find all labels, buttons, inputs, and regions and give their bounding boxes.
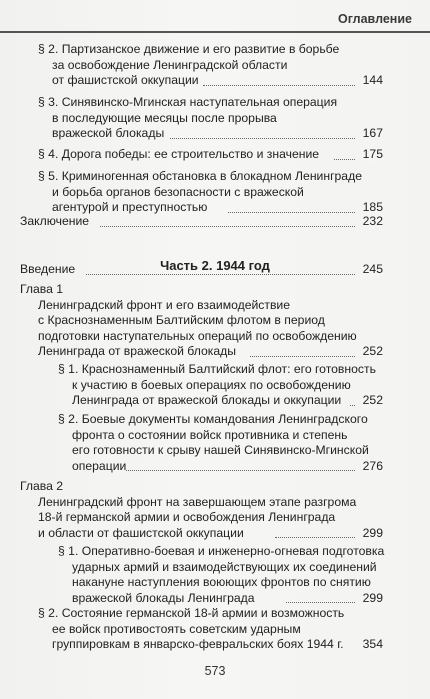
entry-line: Ленинграда от вражеской блокады (38, 344, 237, 358)
entry-line: с Краснознаменным Балтийским флотом в период (38, 313, 325, 327)
running-header: Оглавление (338, 12, 412, 26)
entry-line: вражеской блокады Ленинграда (72, 590, 255, 605)
toc-entry-section (58, 412, 383, 474)
page-number: 573 (204, 664, 226, 678)
entry-line: § 2. Партизанское движение и его развитие в борьбе (38, 42, 340, 56)
entry-line: от фашистской оккупации (52, 73, 199, 87)
entry-line: и области от фашистской оккупации (38, 525, 244, 540)
dot-leader (100, 226, 355, 227)
page-ref: 252 (362, 393, 383, 407)
entry-line: § 1. Оперативно-боевая и инженерно-огневая подготовка (58, 544, 385, 558)
page-ref: 175 (362, 147, 383, 161)
toc-entry-section (38, 147, 383, 163)
entry-line: его готовности к срыву нашей Синявинско-Мгинской (72, 443, 369, 457)
toc-entry-section (38, 169, 383, 216)
page-ref: 144 (362, 73, 383, 87)
entry-line: операции (72, 458, 127, 473)
toc-entry-conclusion (20, 214, 383, 230)
toc-entry-section (38, 95, 383, 142)
entry-line: вражеской блокады (52, 126, 165, 140)
chapter-label: Глава 1 (20, 282, 64, 296)
entry-line: § 5. Криминогенная обстановка в блокадном Ленинграде (38, 169, 362, 183)
entry-line: за освобождение Ленинградской области (52, 57, 288, 72)
entry-line: Ленинграда от вражеской блокады и оккупации (72, 393, 342, 407)
page-ref: 299 (362, 590, 383, 605)
entry-line: и борьба органов безопасности с вражеской (52, 184, 304, 199)
toc-entry-section (58, 362, 383, 409)
entry-line: ударных армий и взаимодействующих их соединений (72, 559, 377, 574)
part-title: Часть 2. 1944 год (160, 258, 270, 273)
dot-leader (126, 470, 355, 471)
entry-line: в последующие месяцы после прорыва (52, 110, 277, 125)
toc-entry-chapter (20, 479, 383, 541)
toc-entry-introduction (20, 262, 383, 278)
entry-line: агентурой и преступностью (52, 200, 208, 214)
entry-line: § 2. Боевые документы командования Ленинградского (58, 412, 368, 426)
entry-line: к участию в боевых операциях по освобождению (72, 377, 351, 392)
page-ref: 276 (362, 458, 383, 473)
page-ref: 354 (362, 637, 383, 651)
page-ref: 185 (362, 200, 383, 214)
page-ref: 232 (362, 214, 383, 228)
page-ref: 252 (362, 344, 383, 358)
toc-entry-section (38, 606, 383, 653)
entry-line: накануне наступления воюющих фронтов по снятию (72, 575, 371, 589)
toc-entry-section (58, 544, 383, 606)
entry-line: § 4. Дорога победы: ее строительство и значение (38, 147, 320, 161)
entry-line: 18-й германской армии и освобождения Ленинграда (38, 510, 336, 524)
dot-leader (334, 159, 355, 160)
entry-line: § 2. Состояние германской 18-й армии и возможность (38, 606, 345, 620)
page-ref: 245 (362, 262, 383, 276)
dot-leader (250, 356, 355, 357)
dot-leader (170, 138, 355, 139)
entry-line: Ленинградский фронт и его взаимодействие (38, 297, 291, 312)
toc-entry-section (38, 42, 383, 89)
introduction-label: Введение (20, 262, 76, 276)
entry-line: § 3. Синявинско-Мгинская наступательная операция (38, 95, 338, 109)
entry-line: § 1. Краснознаменный Балтийский флот: его готовность (58, 362, 376, 376)
entry-line: подготовки наступательных операций по освобождению (38, 328, 357, 343)
dot-leader (275, 537, 355, 538)
dot-leader (228, 212, 355, 213)
chapter-label: Глава 2 (20, 479, 64, 493)
entry-line: ее войск противостоять советским ударным (52, 621, 301, 636)
conclusion-label: Заключение (20, 214, 90, 228)
dot-leader (286, 602, 355, 603)
entry-line: группировкам в январско-февральских боях 1944 г. (52, 637, 344, 651)
dot-leader (203, 85, 355, 86)
page-ref: 167 (362, 126, 383, 140)
entry-line: фронта о состоянии войск противника и степень (72, 427, 348, 442)
page-ref: 299 (362, 525, 383, 540)
header-rule (0, 31, 430, 33)
dot-leader (350, 405, 355, 406)
dot-leader (86, 274, 355, 275)
entry-line: Ленинградский фронт на завершающем этапе разгрома (38, 494, 357, 509)
toc-entry-chapter (20, 282, 383, 360)
